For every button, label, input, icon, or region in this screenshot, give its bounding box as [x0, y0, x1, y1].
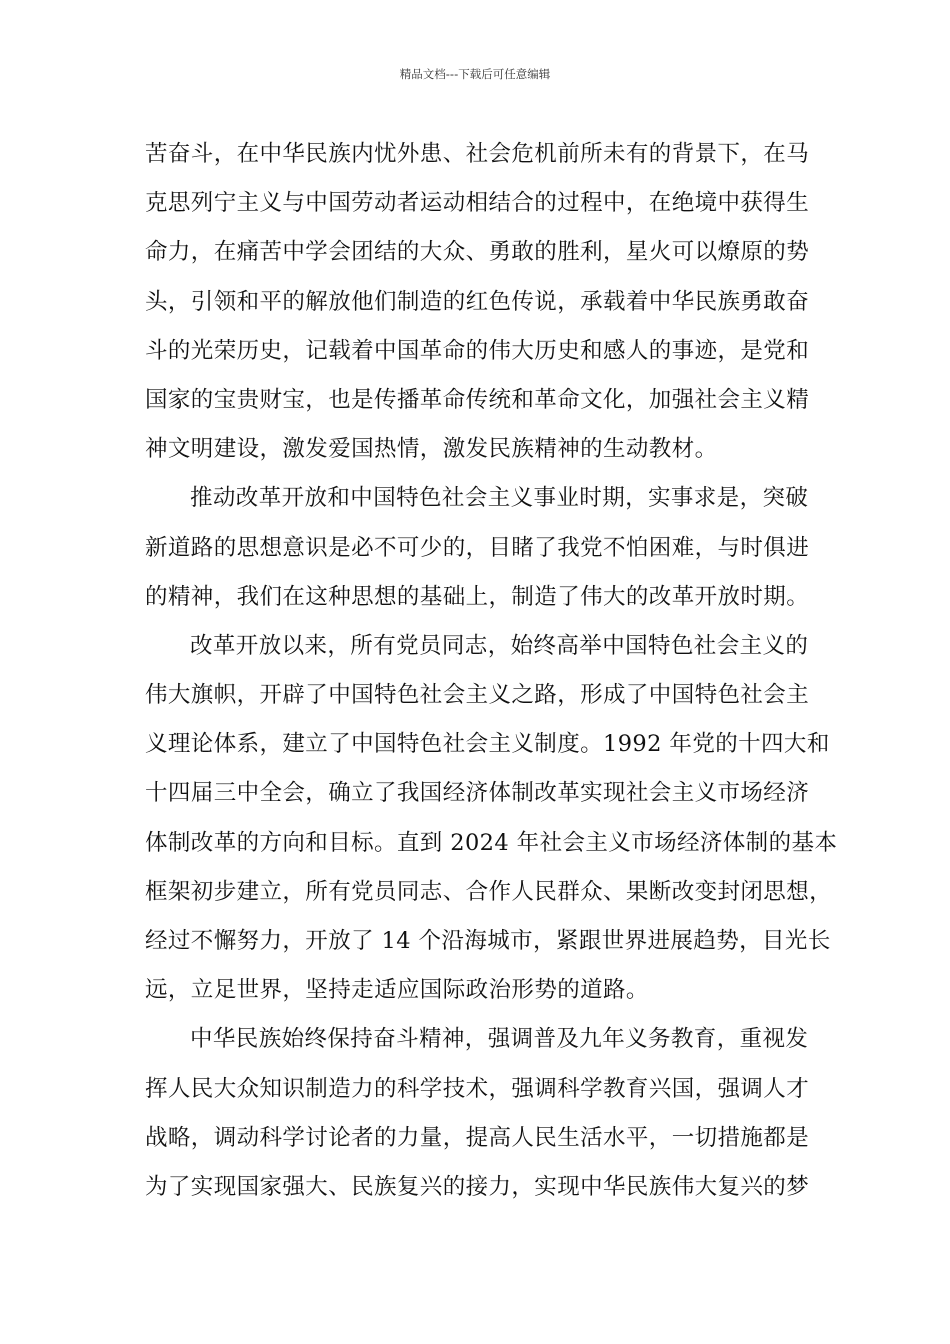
paragraph-start-line: 推动改革开放和中国特色社会主义事业时期，实事求是，突破: [190, 485, 809, 512]
text-line: 远，立足世界，坚持走适应国际政治形势的道路。: [145, 977, 649, 1004]
text-line: 为了实现国家强大、民族复兴的接力，实现中华民族伟大复兴的梦: [145, 1173, 810, 1200]
text-line: 命力，在痛苦中学会团结的大众、勇敢的胜利，星火可以燎原的势: [145, 239, 810, 266]
text-line: 头，引领和平的解放他们制造的红色传说，承载着中华民族勇敢奋: [145, 288, 810, 315]
document-body: [145, 130, 838, 1212]
text-line: 伟大旗帜，开辟了中国特色社会主义之路，形成了中国特色社会主: [145, 682, 810, 709]
text-line: 神文明建设，激发爱国热情，激发民族精神的生动教材。: [145, 436, 718, 463]
text-line: 新道路的思想意识是必不可少的，目睹了我党不怕困难，与时俱进: [145, 534, 810, 561]
text-line: 的精神，我们在这种思想的基础上，制造了伟大的改革开放时期。: [145, 583, 810, 610]
text-line: 苦奋斗，在中华民族内忧外患、社会危机前所未有的背景下，在马: [145, 141, 810, 167]
text-line: 十四届三中全会，确立了我国经济体制改革实现社会主义市场经济: [145, 780, 810, 807]
text-line: 战略，调动科学讨论者的力量，提高人民生活水平，一切措施都是: [145, 1124, 810, 1151]
text-line: 体制改革的方向和目标。直到 2024 年社会主义市场经济体制的基本: [145, 829, 838, 856]
page-header: 精品文档---下载后可任意编辑: [399, 67, 551, 81]
paragraph-start-line: 改革开放以来，所有党员同志，始终高举中国特色社会主义的: [190, 632, 809, 659]
paragraph-start-line: 中华民族始终保持奋斗精神，强调普及九年义务教育，重视发: [190, 1026, 809, 1053]
text-line: 克思列宁主义与中国劳动者运动相结合的过程中，在绝境中获得生: [145, 190, 810, 217]
text-line: 义理论体系，建立了中国特色社会主义制度。1992 年党的十四大和: [145, 731, 830, 758]
text-line: 经过不懈努力，开放了 14 个沿海城市，紧跟世界进展趋势，目光长: [145, 928, 831, 954]
text-line: 框架初步建立，所有党员同志、合作人民群众、果断改变封闭思想，: [145, 878, 833, 905]
text-line: 国家的宝贵财宝，也是传播革命传统和革命文化，加强社会主义精: [145, 386, 810, 413]
text-line: 挥人民大众知识制造力的科学技术，强调科学教育兴国，强调人才: [145, 1075, 810, 1102]
text-line: 斗的光荣历史，记载着中国革命的伟大历史和感人的事迹，是党和: [145, 337, 810, 364]
